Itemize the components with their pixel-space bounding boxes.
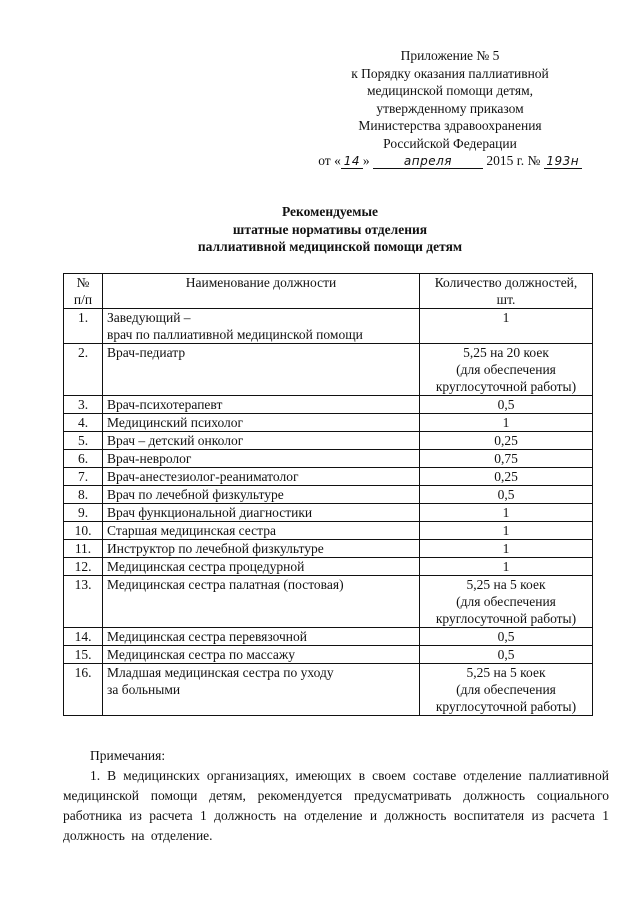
row-number: 7.	[64, 468, 103, 486]
table-row	[64, 450, 593, 468]
row-number: 2.	[64, 344, 103, 396]
quantity-line: 0,25	[494, 469, 518, 484]
quantity-line: 0,75	[494, 451, 518, 466]
quantity-line: 0,25	[494, 433, 518, 448]
quantity-line: 5,25 на 20 коек	[463, 345, 549, 360]
table-row	[64, 432, 593, 450]
header-qty-line1: Количество должностей,	[434, 275, 578, 290]
position-name	[103, 414, 420, 432]
position-name-line: Врач функциональной диагностики	[107, 505, 313, 520]
quantity-line: 1	[502, 559, 510, 574]
position-name	[103, 558, 420, 576]
table-row	[64, 558, 593, 576]
table-row	[64, 664, 593, 716]
staffing-table	[63, 273, 593, 716]
appendix-header	[300, 47, 600, 170]
quantity-line: круглосуточной работы)	[435, 699, 577, 714]
row-number: 10.	[64, 522, 103, 540]
appendix-line: Приложение № 5	[400, 48, 500, 63]
position-name-line: Медицинская сестра перевязочной	[107, 629, 307, 644]
header-qty	[420, 274, 593, 309]
table-row	[64, 540, 593, 558]
position-quantity	[420, 628, 593, 646]
position-name-line: Старшая медицинская сестра	[107, 523, 276, 538]
appendix-line: Российской Федерации	[383, 135, 517, 151]
position-name	[103, 628, 420, 646]
appendix-line: утвержденному приказом	[376, 100, 524, 116]
table-row	[64, 468, 593, 486]
quantity-line: 1	[502, 310, 510, 325]
table-row	[64, 309, 593, 344]
date-month: апреля	[373, 155, 483, 169]
date-day: 14	[341, 155, 363, 169]
position-name	[103, 450, 420, 468]
position-quantity	[420, 414, 593, 432]
table-row	[64, 486, 593, 504]
row-number: 3.	[64, 396, 103, 414]
table-row	[64, 522, 593, 540]
row-number: 16.	[64, 664, 103, 716]
header-num-line2: п/п	[73, 292, 93, 307]
position-quantity	[420, 646, 593, 664]
position-name-line: Младшая медицинская сестра по уходу	[107, 665, 334, 680]
row-number: 5.	[64, 432, 103, 450]
table-row	[64, 344, 593, 396]
position-name	[103, 646, 420, 664]
table-row	[64, 504, 593, 522]
row-number: 1.	[64, 309, 103, 344]
table-row	[64, 576, 593, 628]
quantity-line: 0,5	[497, 487, 515, 502]
position-name	[103, 344, 420, 396]
quantity-line: (для обеспечения	[456, 362, 556, 377]
row-number: 4.	[64, 414, 103, 432]
quantity-line: 1	[502, 523, 510, 538]
quantity-line: 0,5	[497, 647, 515, 662]
row-number: 12.	[64, 558, 103, 576]
quantity-line: 5,25 на 5 коек	[466, 577, 546, 592]
position-quantity	[420, 540, 593, 558]
position-name	[103, 522, 420, 540]
position-quantity	[420, 396, 593, 414]
position-quantity	[420, 309, 593, 344]
table-body	[64, 309, 593, 716]
position-quantity	[420, 468, 593, 486]
position-name-line: Врач-психотерапевт	[107, 397, 223, 412]
position-quantity	[420, 664, 593, 716]
position-name	[103, 396, 420, 414]
position-name	[103, 540, 420, 558]
position-name-line: Заведующий –	[107, 310, 191, 325]
position-name-line: Медицинский психолог	[107, 415, 244, 430]
table-header-row	[64, 274, 593, 309]
quantity-line: (для обеспечения	[456, 682, 556, 697]
quantity-line: (для обеспечения	[456, 594, 556, 609]
notes-item: 1. В медицинских организациях, имеющих в своем составе отделение паллиативной медицинской помощи детям, рекомендуется предусматривать должность социального работника из расчета 1 должность на отделение и должность воспитателя из расчета 1 должность на отделение.	[63, 768, 609, 843]
table-row	[64, 414, 593, 432]
quantity-line: 0,5	[497, 397, 515, 412]
date-prefix: от «	[318, 153, 341, 168]
date-year: 2015 г. №	[486, 153, 541, 168]
position-name-line: Медицинская сестра по массажу	[107, 647, 295, 662]
position-quantity	[420, 504, 593, 522]
header-num	[64, 274, 103, 309]
position-name	[103, 468, 420, 486]
position-name	[103, 309, 420, 344]
table-row	[64, 646, 593, 664]
header-num-line1: №	[76, 275, 90, 290]
appendix-line: медицинской помощи детям,	[366, 83, 534, 98]
order-date-line	[300, 152, 600, 170]
title-line: паллиативной медицинской помощи детям	[197, 239, 463, 254]
notes-section	[63, 746, 609, 846]
position-name-line: Медицинская сестра процедурной	[107, 559, 305, 574]
row-number: 6.	[64, 450, 103, 468]
position-quantity	[420, 486, 593, 504]
position-name	[103, 504, 420, 522]
position-quantity	[420, 450, 593, 468]
date-quote-close: »	[362, 153, 370, 168]
title-line: Рекомендуемые	[281, 204, 378, 219]
row-number: 11.	[64, 540, 103, 558]
appendix-line: к Порядку оказания паллиативной	[351, 65, 549, 81]
quantity-line: 0,5	[497, 629, 515, 644]
quantity-line: 1	[502, 541, 510, 556]
row-number: 9.	[64, 504, 103, 522]
position-name-line: Инструктор по лечебной физкультуре	[107, 541, 324, 556]
position-name-line: Врач-педиатр	[107, 345, 186, 360]
row-number: 13.	[64, 576, 103, 628]
quantity-line: 5,25 на 5 коек	[466, 665, 546, 680]
table-row	[64, 628, 593, 646]
order-number: 193н	[544, 155, 582, 169]
position-name-line: Врач по лечебной физкультуре	[107, 487, 284, 502]
position-quantity	[420, 432, 593, 450]
position-quantity	[420, 522, 593, 540]
position-name	[103, 576, 420, 628]
position-name	[103, 664, 420, 716]
position-name-line: Врач-анестезиолог-реаниматолог	[107, 469, 299, 484]
appendix-line: Министерства здравоохранения	[358, 118, 542, 133]
header-name: Наименование должности	[103, 274, 420, 309]
position-name-line: Врач – детский онколог	[107, 433, 244, 448]
notes-title: Примечания:	[90, 748, 166, 763]
row-number: 14.	[64, 628, 103, 646]
position-name-line: за больными	[107, 682, 181, 697]
position-name	[103, 486, 420, 504]
position-quantity	[420, 344, 593, 396]
quantity-line: 1	[502, 505, 510, 520]
table-row	[64, 396, 593, 414]
position-quantity	[420, 576, 593, 628]
quantity-line: 1	[502, 415, 510, 430]
header-qty-line2: шт.	[496, 292, 516, 307]
position-name-line: врач по паллиативной медицинской помощи	[107, 327, 363, 342]
title-line: штатные нормативы отделения	[232, 221, 428, 237]
position-name	[103, 432, 420, 450]
document-title	[0, 203, 640, 256]
row-number: 8.	[64, 486, 103, 504]
position-name-line: Врач-невролог	[107, 451, 192, 466]
row-number: 15.	[64, 646, 103, 664]
quantity-line: круглосуточной работы)	[435, 379, 577, 394]
position-name-line: Медицинская сестра палатная (постовая)	[107, 577, 344, 592]
position-quantity	[420, 558, 593, 576]
quantity-line: круглосуточной работы)	[435, 611, 577, 626]
